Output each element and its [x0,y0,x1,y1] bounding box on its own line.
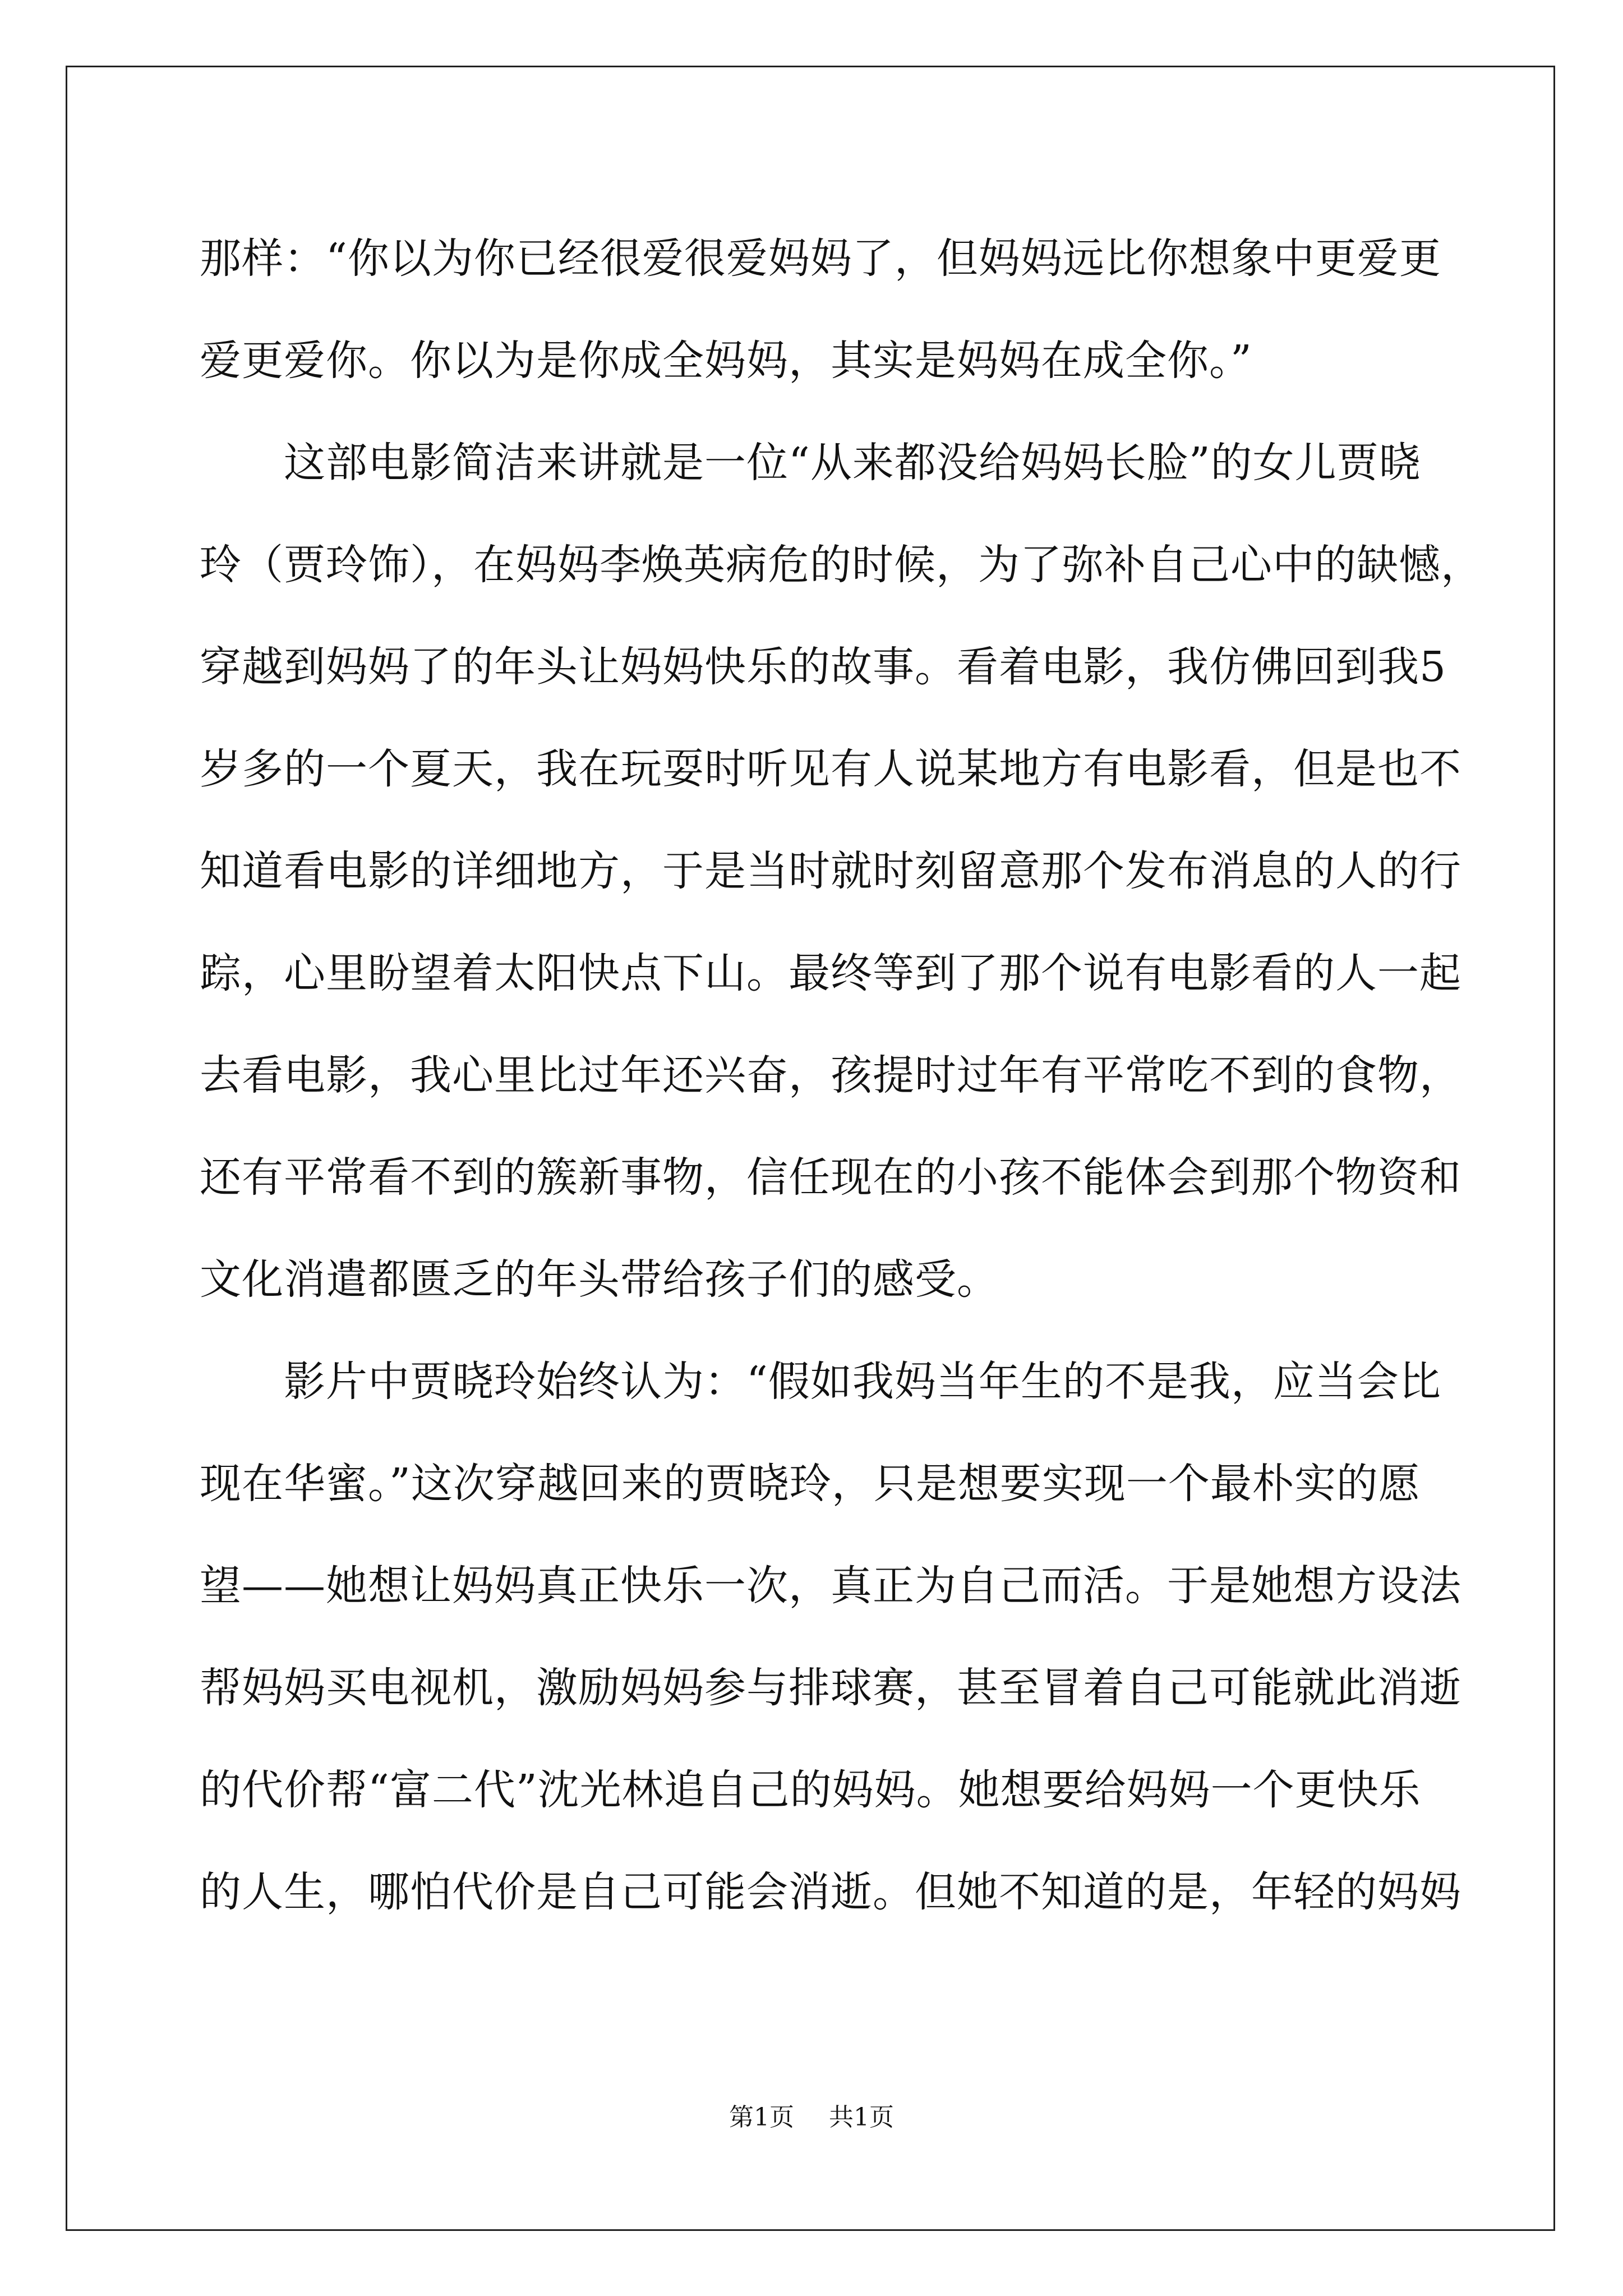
text-line: 文化消遣都匮乏的年头带给孩子们的感受。 [200,1255,999,1304]
page-number: 第1页 [729,2103,794,2132]
page-footer [0,2101,1623,2134]
page-total: 共1页 [829,2103,894,2132]
text-line: 还有平常看不到的簇新事物，信任现在的小孩不能体会到那个物资和 [200,1153,1461,1202]
text-line: 影片中贾晓玲始终认为：“假如我妈当年生的不是我，应当会比 [200,1358,1441,1406]
text-line: 穿越到妈妈了的年头让妈妈快乐的故事。看着电影，我仿佛回到我5 [200,643,1447,691]
document-body [200,208,1483,1943]
text-line: 帮妈妈买电视机，激励妈妈参与排球赛，甚至冒着自己可能就此消逝 [200,1664,1461,1712]
text-line: 去看电影，我心里比过年还兴奋，孩提时过年有平常吃不到的食物， [200,1051,1461,1099]
text-line: 望——她想让妈妈真正快乐一次，真正为自己而活。于是她想方设法 [200,1562,1461,1610]
text-line: 岁多的一个夏天，我在玩耍时听见有人说某地方有电影看，但是也不 [200,745,1461,793]
text-line: 踪，心里盼望着太阳快点下山。最终等到了那个说有电影看的人一起 [200,949,1461,997]
text-line: 爱更爱你。你以为是你成全妈妈，其实是妈妈在成全你。” [200,337,1252,385]
text-line: 这部电影简洁来讲就是一位“从来都没给妈妈长脸”的女儿贾晓 [200,439,1421,487]
text-line: 玲（贾玲饰），在妈妈李焕英病危的时候，为了弥补自己心中的缺憾， [200,541,1483,589]
text-line: 现在华蜜。”这次穿越回来的贾晓玲，只是想要实现一个最朴实的愿 [200,1460,1421,1508]
text-line: 那样：“你以为你已经很爱很爱妈妈了，但妈妈远比你想象中更爱更 [200,234,1441,283]
text-line: 的代价帮“富二代”沈光林追自己的妈妈。她想要给妈妈一个更快乐 [200,1766,1421,1814]
text-line: 知道看电影的详细地方，于是当时就时刻留意那个发布消息的人的行 [200,847,1461,895]
text-line: 的人生，哪怕代价是自己可能会消逝。但她不知道的是，年轻的妈妈 [200,1868,1461,1916]
